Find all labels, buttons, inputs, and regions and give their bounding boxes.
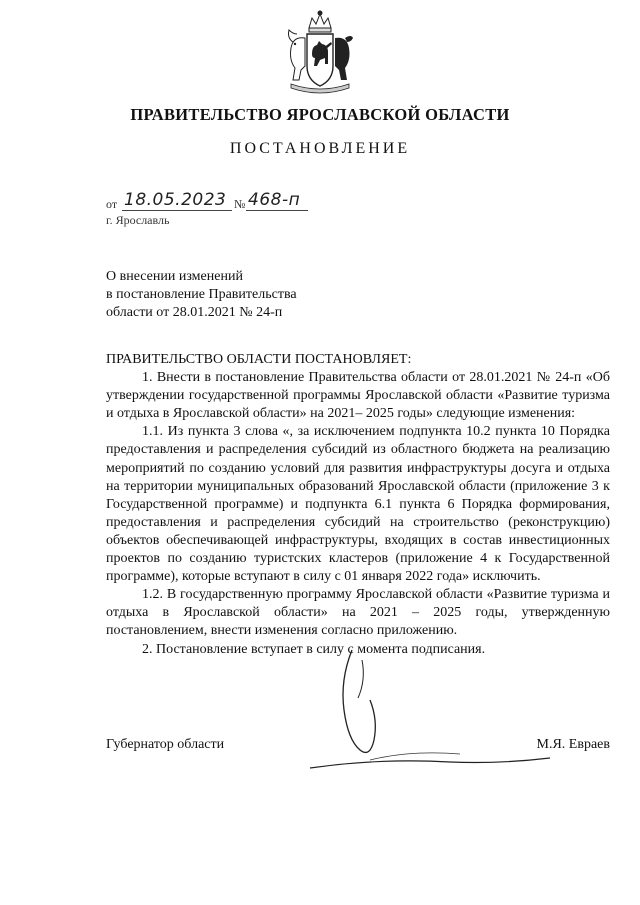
- signer-name: М.Я. Евраев: [536, 737, 610, 752]
- subject-line: в постановление Правительства: [106, 287, 297, 302]
- document-body: [106, 351, 610, 659]
- number-handwritten: 468-п: [248, 190, 301, 210]
- date-handwritten: 18.05.2023: [124, 190, 227, 210]
- coat-of-arms-emblem: [279, 8, 361, 94]
- decree-heading: ПРАВИТЕЛЬСТВО ОБЛАСТИ ПОСТАНОВЛЯЕТ:: [106, 352, 412, 367]
- document-subject: [106, 268, 297, 322]
- number-underline: [246, 210, 308, 211]
- document-type: ПОСТАНОВЛЕНИЕ: [229, 140, 411, 157]
- signer-position: Губернатор области: [106, 737, 225, 752]
- city-label: г. Ярославль: [106, 213, 170, 227]
- handwritten-signature: [300, 640, 560, 790]
- date-underline: [122, 210, 232, 211]
- number-prefix: №: [234, 197, 246, 211]
- body-paragraph: 2. Постановление вступает в силу с момента подписания.: [142, 641, 486, 657]
- subject-line: О внесении изменений: [106, 269, 243, 284]
- date-prefix: от: [106, 197, 118, 211]
- body-paragraph: 1.2. В государственную программу Ярославской области «Развитие туризма и отдыха в Ярославской области» на 2021 – 2025 годы, утвержденную постановлением, внести изменения согласно приложению.: [106, 587, 610, 639]
- body-paragraph: 1. Внести в постановление Правительства области от 28.01.2021 № 24-п «Об утверждении государственной программы Ярославской области «Развитие туризма и отдыха в Ярославской области» на 2021– 2025 годы» следующие изменения:: [106, 370, 610, 422]
- body-paragraph: 1.1. Из пункта 3 слова «, за исключением подпункта 10.2 пункта 10 Порядка предоставления и распределения субсидий из областного бюджета на реализацию мероприятий по созданию условий для развития инфраструктуры досуга и отдыха на территории муниципальных образований Ярославской области (приложение 3 к Государственной программе) и подпункта 6.1 пункта 6 Порядка формирования, предоставления и распределения субсидий на строительство (реконструкцию) объектов обеспечивающей инфраструктуры, входящих в состав инвестиционных проектов по созданию туристских кластеров (приложение 4 к Государственной программе), которые вступают в силу с 01 января 2022 года» исключить.: [106, 424, 610, 585]
- government-title: ПРАВИТЕЛЬСТВО ЯРОСЛАВСКОЙ ОБЛАСТИ: [130, 105, 510, 124]
- subject-line: области от 28.01.2021 № 24-п: [106, 305, 283, 320]
